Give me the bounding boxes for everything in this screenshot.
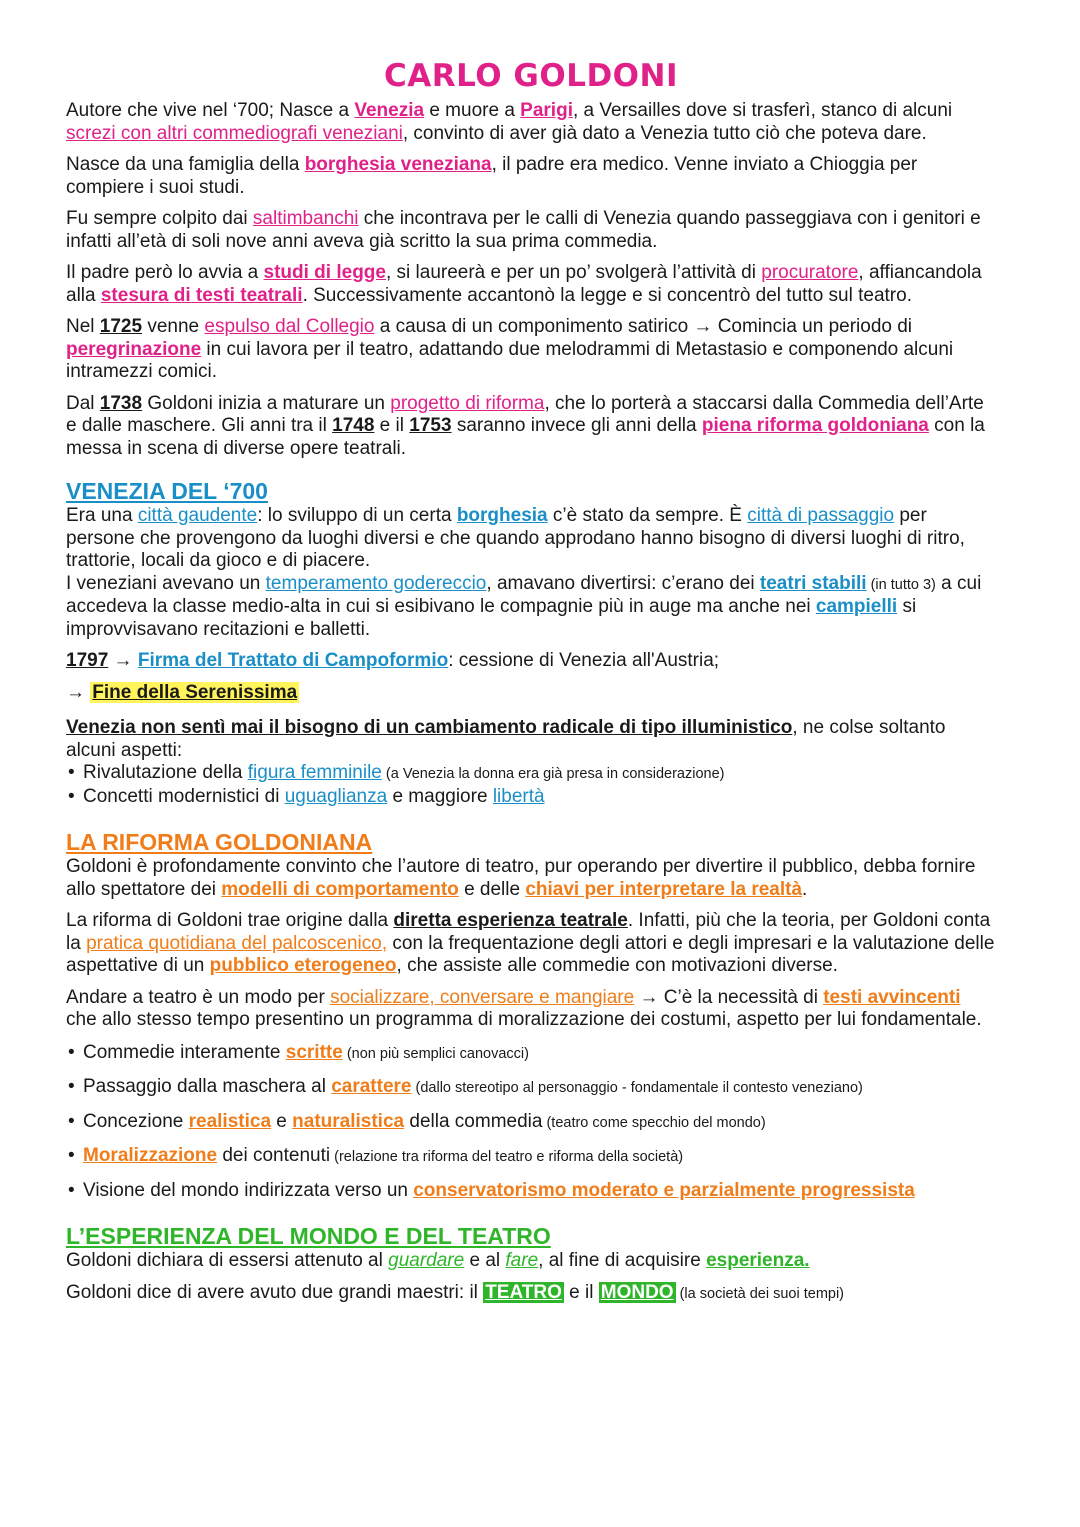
keyword-figura-femminile: figura femminile xyxy=(247,762,382,783)
note: (relazione tra riforma del teatro e riforma della società) xyxy=(330,1149,684,1165)
riforma-list xyxy=(66,1042,996,1203)
text: Goldoni dice di avere avuto due grandi maestri: il xyxy=(66,1281,484,1303)
paragraph-illuminismo xyxy=(66,717,996,762)
text: con la frequentazione degli attori e degli impresari e la valutazione delle aspettative di un xyxy=(66,932,995,976)
text: e il xyxy=(374,415,410,436)
text: saranno invece gli anni della xyxy=(451,415,702,436)
keyword-borghesia-veneziana: borghesia veneziana xyxy=(304,154,492,175)
paragraph-temperamento xyxy=(66,573,996,642)
text: Era una xyxy=(66,505,138,526)
text: che incontrava per le calli di Venezia quando passeggiava con i genitori e infatti all’età di soli nove anni aveva già scritto la sua prima commedia. xyxy=(66,208,981,252)
keyword-liberta: libertà xyxy=(492,785,545,807)
text: , il padre era medico. Venne inviato a Chioggia per compiere i suoi studi. xyxy=(66,154,918,198)
text: Il padre però lo avvia a xyxy=(66,262,264,283)
keyword-uguaglianza: uguaglianza xyxy=(284,785,388,807)
paragraph-birth-death xyxy=(66,100,996,145)
text: Nasce da una famiglia della xyxy=(66,154,305,175)
keyword-esperienza-teatrale: diretta esperienza teatrale xyxy=(393,910,628,931)
paragraph-1725 xyxy=(66,316,996,384)
paragraph-studies xyxy=(66,262,996,307)
page-title: CARLO GOLDONI xyxy=(383,58,679,94)
keyword-modelli-comportamento: modelli di comportamento xyxy=(221,878,459,900)
keyword-socializzare: socializzare, conversare e mangiare xyxy=(330,986,635,1008)
keyword-citta-gaudente: città gaudente xyxy=(137,505,258,526)
year-1753: 1753 xyxy=(409,415,452,436)
keyword-studi-di-legge: studi di legge xyxy=(263,262,386,283)
text: in cui lavora per il teatro, adattando due melodrammi di Metastasio e componendo alcuni intramezzi comici. xyxy=(66,338,954,382)
text: Dal xyxy=(66,392,100,414)
keyword-scritte: scritte xyxy=(285,1041,343,1063)
note: (la società dei suoi tempi) xyxy=(675,1285,845,1302)
note: (a Venezia la donna era già presa in considerazione) xyxy=(381,766,725,782)
text: → xyxy=(66,681,91,703)
text: Nel xyxy=(66,316,100,337)
keyword-progetto-riforma: progetto di riforma xyxy=(390,392,545,414)
note: (in tutto 3) xyxy=(866,576,936,593)
list-item xyxy=(66,762,996,786)
keyword-campielli: campielli xyxy=(815,596,898,617)
paragraph-maestri xyxy=(66,1282,996,1306)
year-1738: 1738 xyxy=(99,392,143,414)
text: a cui accedeva la classe medio-alta in cui si esibivano le compagnie più in auge ma anche nei xyxy=(66,572,982,617)
keyword-realistica: realistica xyxy=(188,1110,272,1132)
keyword-venezia: Venezia xyxy=(354,100,425,121)
paragraph-guardare-fare xyxy=(66,1250,996,1273)
note: (teatro come specchio del mondo) xyxy=(542,1114,766,1131)
keyword-chiavi-realta: chiavi per interpretare la realtà xyxy=(525,878,803,900)
text: Autore che vive nel ‘700; Nasce a xyxy=(66,100,355,121)
text: e il xyxy=(563,1281,599,1303)
text: si improvvisavano recitazioni e balletti. xyxy=(66,596,917,640)
keyword-testi-avvincenti: testi avvincenti xyxy=(823,986,961,1008)
keyword-carattere: carattere xyxy=(331,1076,412,1097)
year-1797: 1797 xyxy=(66,650,109,671)
text: Concezione xyxy=(83,1110,189,1132)
text: dei contenuti xyxy=(217,1145,331,1166)
keyword-peregrinazione: peregrinazione xyxy=(66,338,202,360)
text: . xyxy=(802,878,808,900)
text: e xyxy=(271,1110,293,1132)
document-page xyxy=(66,58,996,1314)
text: Goldoni inizia a maturare un xyxy=(142,392,391,414)
section-heading-esperienza: L’ESPERIENZA DEL MONDO E DEL TEATRO xyxy=(66,1223,551,1249)
text: → xyxy=(108,650,138,671)
text: , che lo porterà a staccarsi dalla Commedia dell’Arte e dalle maschere. Gli anni tra il xyxy=(66,392,984,436)
highlight-fine-serenissima: Fine della Serenissima xyxy=(92,681,298,703)
text: , amavano divertirsi: c’erano dei xyxy=(486,572,760,594)
note: (non più semplici canovacci) xyxy=(342,1045,529,1062)
paragraph-origine-riforma xyxy=(66,910,996,978)
list-item xyxy=(66,1180,996,1203)
section-heading-venezia: VENEZIA DEL ‘700 xyxy=(66,478,268,504)
text: e al xyxy=(464,1250,506,1271)
keyword-procuratore: procuratore xyxy=(761,262,859,283)
paragraph-citta-gaudente xyxy=(66,505,996,573)
text: Goldoni è profondamente convinto che l’autore di teatro, pur operando per divertire il pubblico, debba fornire allo spettatore dei xyxy=(66,856,976,900)
highlight-teatro: TEATRO xyxy=(485,1281,562,1303)
text: . Infatti, più che la teoria, per Goldoni conta la xyxy=(66,910,991,954)
text: : cessione di Venezia all'Austria; xyxy=(448,650,720,671)
text: Commedie interamente xyxy=(83,1041,286,1063)
keyword-stesura-testi: stesura di testi teatrali xyxy=(100,284,303,306)
venezia-list xyxy=(66,762,996,808)
text: a causa di un componimento satirico → Comincia un periodo di xyxy=(374,316,913,337)
note: (dallo stereotipo al personaggio - fondamentale il contesto veneziano) xyxy=(411,1080,863,1096)
keyword-saltimbanchi: saltimbanchi xyxy=(252,208,359,229)
text: e maggiore xyxy=(387,785,493,807)
list-item xyxy=(66,1076,996,1100)
text: della commedia xyxy=(404,1110,543,1132)
text: , affiancandola alla xyxy=(66,262,982,306)
paragraph-saltimbanchi xyxy=(66,208,996,253)
text: , a Versailles dove si trasferì, stanco di alcuni xyxy=(572,100,953,121)
text: e muore a xyxy=(424,100,521,121)
keyword-pubblico-eterogeneo: pubblico eterogeneo xyxy=(209,955,397,976)
text: c’è stato da sempre. È xyxy=(547,505,748,526)
paragraph-fine-serenissima xyxy=(66,682,996,705)
keyword-illuminismo: Venezia non sentì mai il bisogno di un cambiamento radicale di tipo illuministico xyxy=(66,717,793,738)
keyword-citta-di-passaggio: città di passaggio xyxy=(747,505,895,526)
keyword-esperienza: esperienza. xyxy=(706,1250,810,1271)
text: → C’è la necessità di xyxy=(634,986,824,1008)
keyword-naturalistica: naturalistica xyxy=(292,1110,405,1132)
text: , che assiste alle commedie con motivazioni diverse. xyxy=(396,955,838,976)
keyword-espulso: espulso dal Collegio xyxy=(204,316,375,337)
text: I veneziani avevano un xyxy=(66,572,266,594)
text: Concetti modernistici di xyxy=(83,785,285,807)
text: . Successivamente accantonò la legge e si concentrò del tutto sul teatro. xyxy=(302,284,912,306)
keyword-fare: fare xyxy=(505,1250,539,1271)
keyword-teatri-stabili: teatri stabili xyxy=(759,572,867,594)
paragraph-convinzione xyxy=(66,856,996,901)
list-item xyxy=(66,1042,996,1066)
paragraph-1738 xyxy=(66,393,996,461)
text: Passaggio dalla maschera al xyxy=(83,1076,332,1097)
text: venne xyxy=(142,316,205,337)
list-item xyxy=(66,786,996,809)
paragraph-1797 xyxy=(66,650,996,673)
paragraph-family xyxy=(66,154,996,199)
text: , convinto di aver già dato a Venezia tutto ciò che poteva dare. xyxy=(402,122,927,144)
text: Rivalutazione della xyxy=(83,762,248,783)
section-heading-riforma: LA RIFORMA GOLDONIANA xyxy=(66,829,373,855)
list-item xyxy=(66,1145,996,1169)
keyword-conservatorismo: conservatorismo moderato e parzialmente progressista xyxy=(413,1179,915,1201)
text: per persone che provengono da luoghi diversi e che quando approdano hanno bisogno di diversi luoghi di ritro, trattorie, locali da gioco e di piacere. xyxy=(66,505,965,571)
text: , si laureerà e per un po’ svolgerà l’attività di xyxy=(385,262,762,283)
year-1725: 1725 xyxy=(99,316,143,337)
keyword-piena-riforma: piena riforma goldoniana xyxy=(701,415,929,436)
text: Fu sempre colpito dai xyxy=(66,208,253,229)
text: e delle xyxy=(458,878,526,900)
text: Visione del mondo indirizzata verso un xyxy=(83,1179,414,1201)
keyword-temperamento: temperamento godereccio xyxy=(265,572,487,594)
keyword-pratica-palcoscenico: pratica quotidiana del palcoscenico, xyxy=(86,932,388,954)
text: , ne colse soltanto alcuni aspetti: xyxy=(66,717,946,761)
keyword-guardare: guardare xyxy=(388,1250,465,1271)
keyword-borghesia: borghesia xyxy=(456,505,548,526)
text: : lo sviluppo di un certa xyxy=(257,505,457,526)
text: Andare a teatro è un modo per xyxy=(66,986,331,1008)
keyword-parigi: Parigi xyxy=(520,100,573,121)
highlight-mondo: MONDO xyxy=(600,1281,674,1303)
text: che allo stesso tempo presentino un programma di moralizzazione dei costumi, aspetto per lui fondamentale. xyxy=(66,1009,982,1030)
text: con la messa in scena di diverse opere teatrali. xyxy=(66,415,985,459)
text: , al fine di acquisire xyxy=(538,1250,707,1271)
keyword-screzi: screzi con altri commediografi veneziani xyxy=(66,122,403,144)
list-item xyxy=(66,1111,996,1135)
text: La riforma di Goldoni trae origine dalla xyxy=(66,910,394,931)
keyword-campoformio: Firma del Trattato di Campoformio xyxy=(137,650,449,671)
paragraph-andare-a-teatro xyxy=(66,987,996,1032)
keyword-moralizzazione: Moralizzazione xyxy=(83,1145,218,1166)
text: Goldoni dichiara di essersi attenuto al xyxy=(66,1250,389,1271)
year-1748: 1748 xyxy=(332,415,375,436)
